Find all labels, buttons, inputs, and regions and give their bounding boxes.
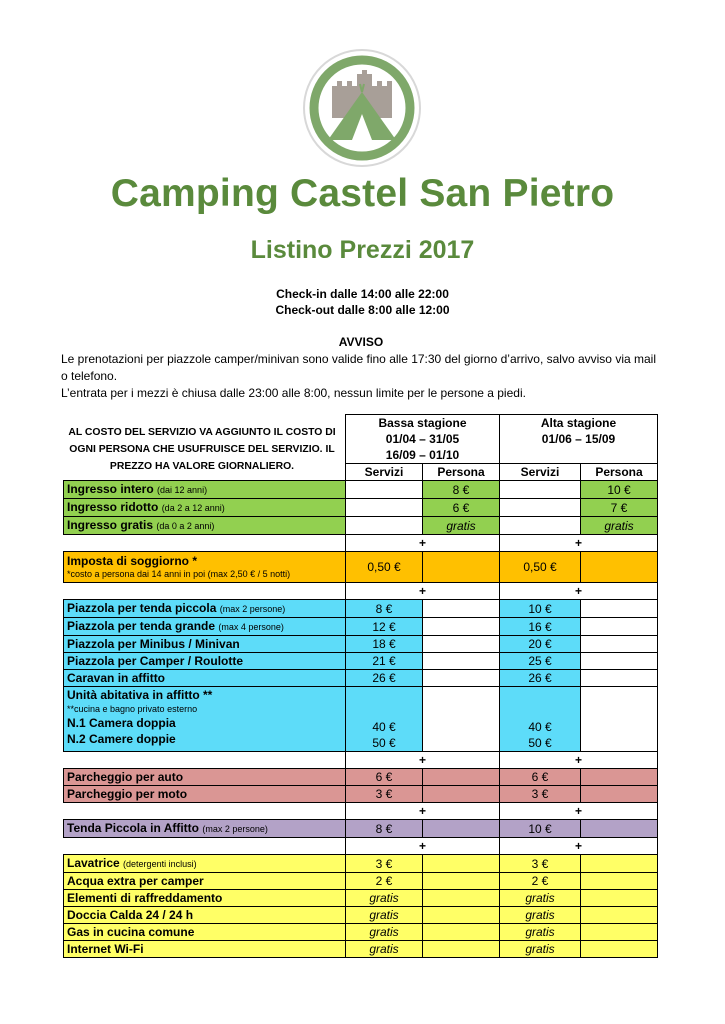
plus-row — [64, 752, 658, 769]
low-season-label: Bassa stagione — [378, 416, 467, 430]
row-value: gratis — [346, 907, 423, 924]
row-value: gratis — [423, 517, 500, 535]
row-value: 0,50 € — [500, 552, 581, 583]
row-note: (detergenti inclusi) — [123, 859, 197, 869]
table-row — [64, 687, 658, 752]
row-note: (da 0 a 2 anni) — [156, 521, 215, 531]
table-row — [64, 820, 658, 838]
notice-line-2: L’entrata per i mezzi è chiusa dalle 23:00 alle 8:00, nessun limite per le persone a piedi. — [61, 386, 526, 400]
row-label: Elementi di raffreddamento — [67, 891, 223, 905]
row-label: Ingresso ridotto — [67, 500, 159, 514]
row-note: **cucina e bagno privato esterno — [67, 704, 198, 714]
row-value: 16 € — [500, 618, 581, 636]
row-value: 10 € — [500, 820, 581, 838]
plus-sign: + — [500, 838, 658, 855]
row-value: 50 € — [372, 736, 396, 750]
row-value: gratis — [500, 941, 581, 958]
table-row — [64, 636, 658, 653]
row-note: (dai 12 anni) — [157, 485, 208, 495]
row-value: gratis — [581, 517, 658, 535]
table-row — [64, 855, 658, 873]
row-label: N.1 Camera doppia — [67, 716, 176, 730]
row-label: N.2 Camere doppie — [67, 732, 176, 746]
table-row — [64, 499, 658, 517]
row-value: 7 € — [581, 499, 658, 517]
row-label: Piazzola per tenda grande — [67, 619, 216, 633]
row-label: Lavatrice — [67, 856, 120, 870]
low-season-dates-2: 16/09 – 01/10 — [385, 448, 460, 462]
row-value: 3 € — [500, 786, 581, 803]
plus-row — [64, 583, 658, 600]
row-value: 6 € — [346, 769, 423, 786]
plus-row — [64, 838, 658, 855]
row-value: 3 € — [500, 855, 581, 873]
camping-logo-icon — [302, 48, 422, 168]
row-value: gratis — [346, 941, 423, 958]
row-value: 40 € — [528, 720, 552, 734]
low-season-dates-1: 01/04 – 31/05 — [385, 432, 460, 446]
row-label: Caravan in affitto — [67, 671, 166, 685]
checkin-times — [0, 286, 725, 318]
high-season-label: Alta stagione — [540, 416, 617, 430]
plus-sign: + — [500, 752, 658, 769]
plus-sign: + — [346, 583, 500, 600]
table-row — [64, 890, 658, 907]
row-label: Ingresso intero — [67, 482, 154, 496]
page-subtitle: Listino Prezzi 2017 — [250, 236, 475, 264]
high-season-dates: 01/06 – 15/09 — [541, 432, 616, 446]
plus-row — [64, 803, 658, 820]
high-person-header: Persona — [581, 464, 658, 481]
table-row — [64, 481, 658, 499]
row-value: gratis — [346, 890, 423, 907]
row-label: Tenda Piccola in Affitto — [67, 821, 200, 835]
table-row — [64, 670, 658, 687]
row-label: Piazzola per Minibus / Minivan — [67, 637, 240, 651]
table-row — [64, 769, 658, 786]
row-value: 40 € — [372, 720, 396, 734]
table-row — [64, 600, 658, 618]
plus-sign: + — [500, 583, 658, 600]
low-person-header: Persona — [423, 464, 500, 481]
row-value: 8 € — [346, 600, 423, 618]
row-note: (da 2 a 12 anni) — [161, 503, 225, 513]
table-row — [64, 873, 658, 890]
row-label: Unità abitativa in affitto ** — [67, 688, 213, 702]
row-label: Acqua extra per camper — [67, 874, 204, 888]
row-value: gratis — [500, 890, 581, 907]
row-value: 2 € — [500, 873, 581, 890]
plus-sign: + — [346, 752, 500, 769]
row-value: 18 € — [346, 636, 423, 653]
row-value: 21 € — [346, 653, 423, 670]
plus-sign: + — [500, 535, 658, 552]
row-value: 8 € — [423, 481, 500, 499]
table-row — [64, 552, 658, 583]
page-title: Camping Castel San Pietro — [110, 172, 615, 215]
row-value: 20 € — [500, 636, 581, 653]
row-value: 12 € — [346, 618, 423, 636]
row-label: Parcheggio per auto — [67, 770, 184, 784]
checkin-text: Check-in dalle 14:00 alle 22:00 — [276, 287, 449, 301]
table-row — [64, 941, 658, 958]
row-note: *costo a persona dai 14 anni in poi (max 2,50 € / 5 notti) — [67, 569, 291, 579]
table-row — [64, 907, 658, 924]
low-services-header: Servizi — [346, 464, 423, 481]
row-value: 8 € — [346, 820, 423, 838]
row-value: 2 € — [346, 873, 423, 890]
row-value: 50 € — [528, 736, 552, 750]
row-note: (max 2 persone) — [219, 604, 286, 614]
table-row — [64, 786, 658, 803]
row-label: Imposta di soggiorno * — [67, 554, 198, 568]
plus-sign: + — [500, 803, 658, 820]
table-row — [64, 924, 658, 941]
row-label: Ingresso gratis — [67, 518, 154, 532]
plus-row — [64, 535, 658, 552]
plus-sign: + — [346, 535, 500, 552]
row-value: 6 € — [423, 499, 500, 517]
row-value: 3 € — [346, 786, 423, 803]
notice-line-1: Le prenotazioni per piazzole camper/minivan sono valide fino alle 17:30 del giorno d’arrivo, salvo avviso via mail o telefono. — [61, 352, 656, 383]
row-label: Piazzola per tenda piccola — [67, 601, 217, 615]
row-value: gratis — [500, 924, 581, 941]
row-value: 6 € — [500, 769, 581, 786]
row-label: Internet Wi-Fi — [67, 942, 144, 956]
table-row — [64, 517, 658, 535]
row-value: 0,50 € — [346, 552, 423, 583]
checkout-text: Check-out dalle 8:00 alle 12:00 — [275, 303, 450, 317]
table-row — [64, 653, 658, 670]
row-value: 3 € — [346, 855, 423, 873]
plus-sign: + — [346, 803, 500, 820]
table-row — [64, 618, 658, 636]
row-value: 26 € — [346, 670, 423, 687]
notice-block — [61, 334, 661, 402]
row-label: Piazzola per Camper / Roulotte — [67, 654, 244, 668]
high-services-header: Servizi — [500, 464, 581, 481]
plus-sign: + — [346, 838, 500, 855]
row-label: Doccia Calda 24 / 24 h — [67, 908, 194, 922]
high-season-header — [500, 415, 658, 464]
row-value: 10 € — [581, 481, 658, 499]
season-header-row — [64, 415, 658, 464]
row-note: (max 4 persone) — [218, 622, 284, 632]
price-table — [63, 414, 658, 958]
low-season-header — [346, 415, 500, 464]
row-value: gratis — [346, 924, 423, 941]
table-intro: AL COSTO DEL SERVIZIO VA AGGIUNTO IL COSTO DI OGNI PERSONA CHE USUFRUISCE DEL SERVIZIO. IL PREZZO HA VALORE GIORNALIERO. — [68, 427, 336, 472]
row-value: 26 € — [500, 670, 581, 687]
row-label: Parcheggio per moto — [67, 787, 188, 801]
row-value: gratis — [500, 907, 581, 924]
row-value: 10 € — [500, 600, 581, 618]
row-note: (max 2 persone) — [202, 824, 268, 834]
row-label: Gas in cucina comune — [67, 925, 195, 939]
notice-heading: AVVISO — [338, 335, 384, 349]
row-value: 25 € — [500, 653, 581, 670]
